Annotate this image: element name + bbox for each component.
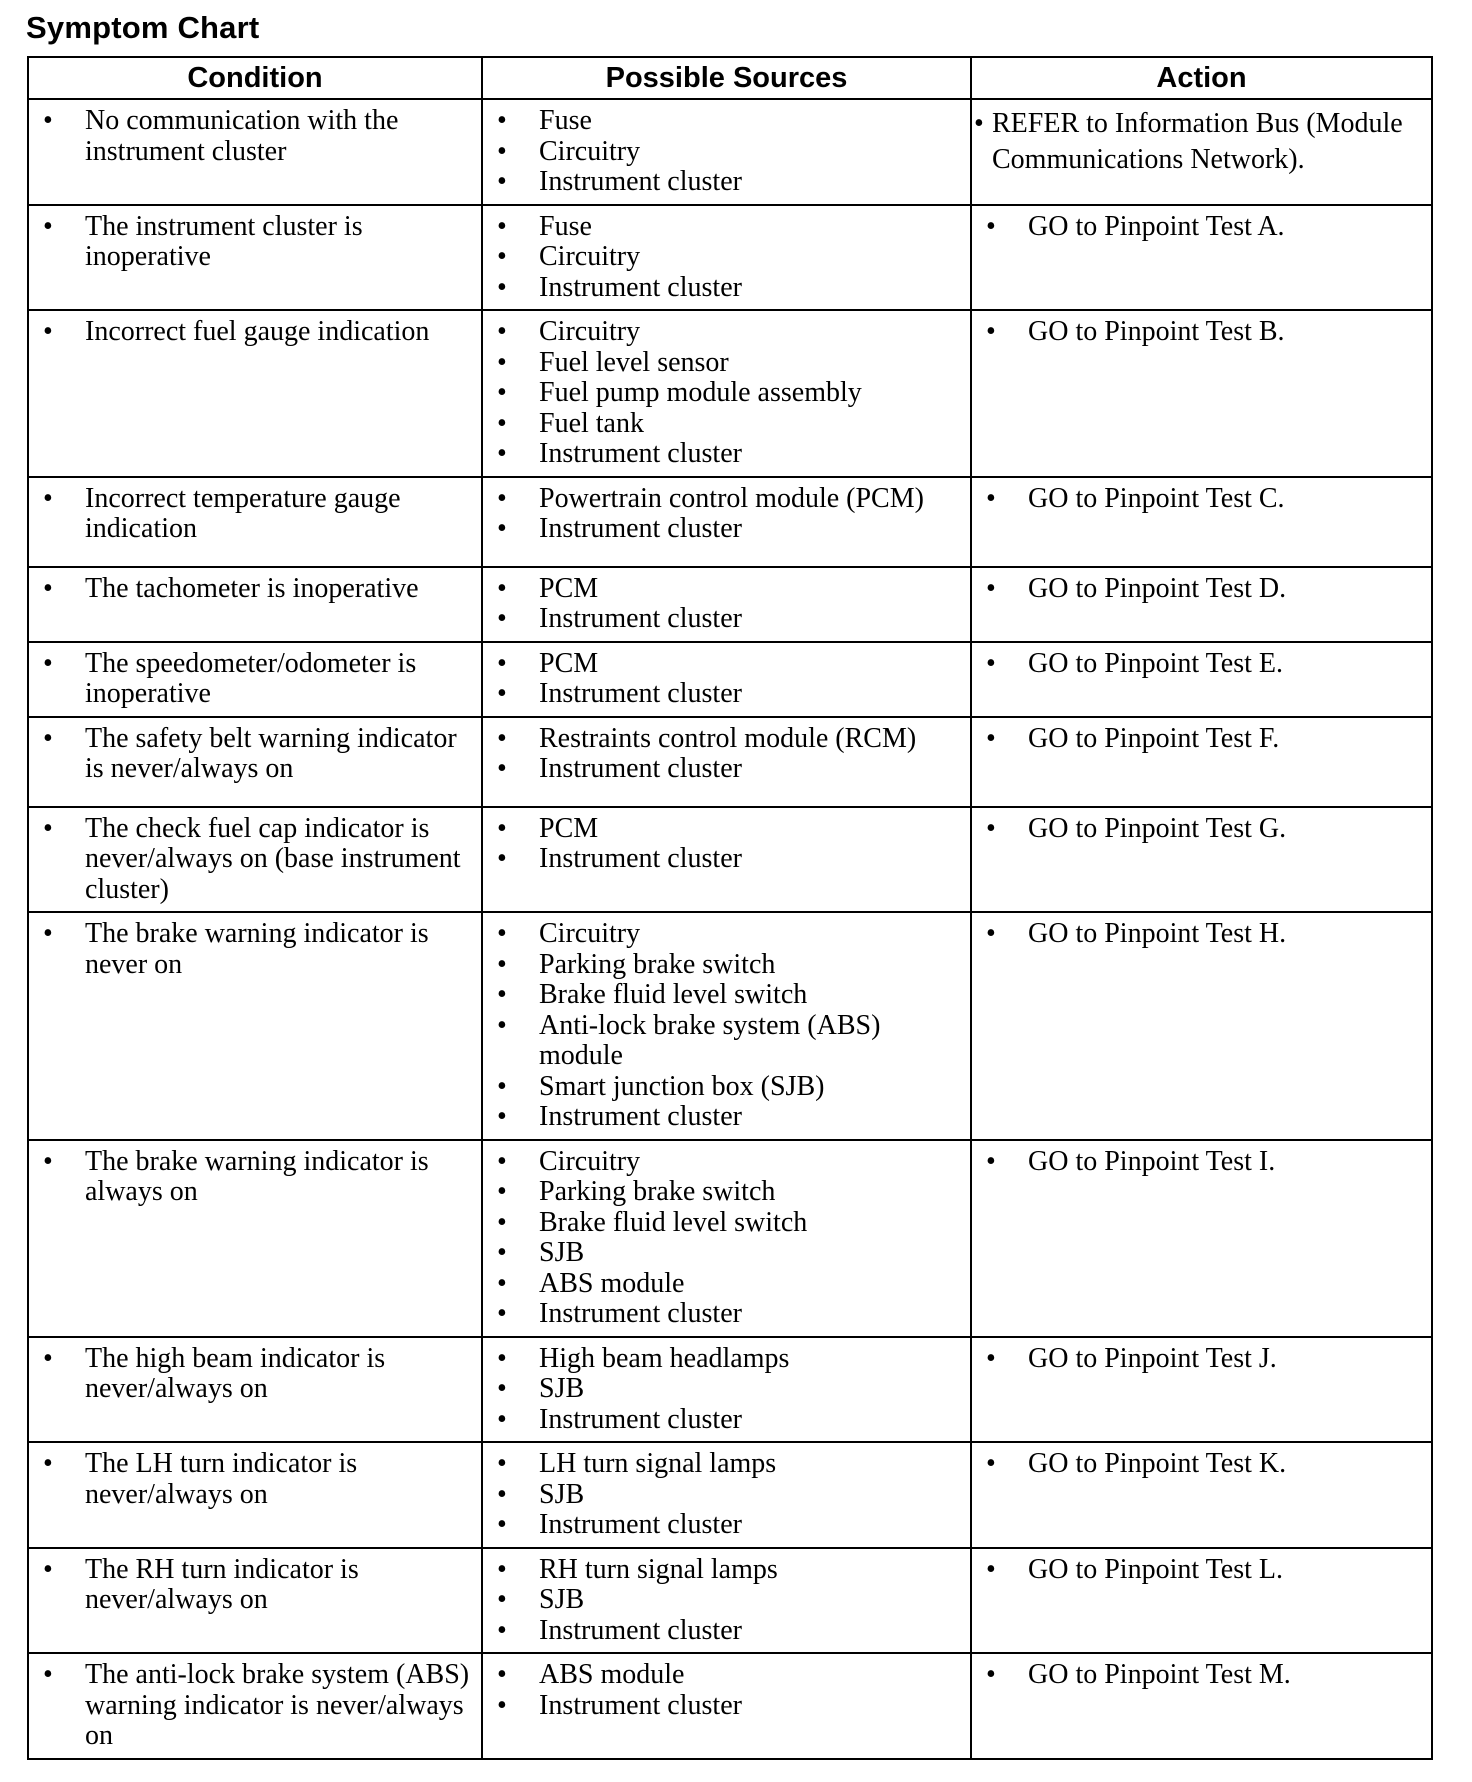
condition-cell — [28, 642, 482, 717]
source-item: • Instrument cluster — [493, 167, 966, 198]
source-item: • Fuel level sensor — [493, 348, 966, 379]
possible-sources-cell — [482, 99, 971, 205]
action-list — [982, 649, 1427, 680]
source-item: • LH turn signal lamps — [493, 1449, 966, 1480]
sources-list — [493, 1344, 966, 1436]
source-item: • Powertrain control module (PCM) — [493, 484, 966, 515]
source-item: • RH turn signal lamps — [493, 1555, 966, 1586]
condition-list — [39, 484, 477, 545]
table-row — [28, 1548, 1432, 1654]
source-item: • High beam headlamps — [493, 1344, 966, 1375]
source-item: • Instrument cluster — [493, 1102, 966, 1133]
action-list — [982, 1555, 1427, 1586]
action-list — [982, 484, 1427, 515]
source-item: • SJB — [493, 1585, 966, 1616]
possible-sources-cell — [482, 1140, 971, 1337]
condition-cell — [28, 1442, 482, 1548]
source-item: • PCM — [493, 814, 966, 845]
action-cell — [971, 807, 1432, 913]
action-cell — [971, 1140, 1432, 1337]
source-item: • Instrument cluster — [493, 1299, 966, 1330]
action-text: • GO to Pinpoint Test K. — [982, 1449, 1427, 1480]
table-row — [28, 642, 1432, 717]
condition-list — [39, 106, 477, 167]
possible-sources-cell — [482, 1548, 971, 1654]
action-cell — [971, 717, 1432, 807]
sources-list — [493, 1660, 966, 1721]
action-text: • GO to Pinpoint Test A. — [982, 212, 1427, 243]
condition-text: • The instrument cluster is inoperative — [39, 212, 477, 273]
action-text: • GO to Pinpoint Test L. — [982, 1555, 1427, 1586]
possible-sources-cell — [482, 477, 971, 567]
table-row — [28, 1653, 1432, 1759]
condition-cell — [28, 1337, 482, 1443]
possible-sources-cell — [482, 567, 971, 642]
action-cell — [971, 1442, 1432, 1548]
action-text: • GO to Pinpoint Test F. — [982, 724, 1427, 755]
action-text: • GO to Pinpoint Test B. — [982, 317, 1427, 348]
source-item: • SJB — [493, 1238, 966, 1269]
condition-list — [39, 919, 477, 980]
action-cell — [971, 205, 1432, 311]
action-text: • GO to Pinpoint Test J. — [982, 1344, 1427, 1375]
action-cell — [971, 912, 1432, 1140]
condition-text: • The check fuel cap indicator is never/always on (base instrument cluster) — [39, 814, 477, 906]
condition-list — [39, 1555, 477, 1616]
action-cell — [971, 642, 1432, 717]
action-cell — [971, 99, 1432, 205]
source-item: • Instrument cluster — [493, 439, 966, 470]
action-cell — [971, 310, 1432, 477]
condition-text: • Incorrect fuel gauge indication — [39, 317, 477, 348]
source-item: • PCM — [493, 574, 966, 605]
source-item: • Instrument cluster — [493, 514, 966, 545]
source-item: • Circuitry — [493, 137, 966, 168]
action-list — [982, 1344, 1427, 1375]
action-list — [982, 1147, 1427, 1178]
table-body — [28, 99, 1432, 1759]
action-text: • GO to Pinpoint Test G. — [982, 814, 1427, 845]
action-cell — [971, 477, 1432, 567]
source-item: • Parking brake switch — [493, 950, 966, 981]
possible-sources-cell — [482, 205, 971, 311]
condition-list — [39, 1449, 477, 1510]
action-list — [982, 1449, 1427, 1480]
condition-text: • The tachometer is inoperative — [39, 574, 477, 605]
source-item: • Circuitry — [493, 1147, 966, 1178]
condition-text: • The brake warning indicator is always on — [39, 1147, 477, 1208]
page-title: Symptom Chart — [26, 10, 260, 45]
source-item: • Instrument cluster — [493, 1510, 966, 1541]
table-row — [28, 807, 1432, 913]
table-row — [28, 1140, 1432, 1337]
action-text: • GO to Pinpoint Test C. — [982, 484, 1427, 515]
source-item: • Parking brake switch — [493, 1177, 966, 1208]
table-row — [28, 477, 1432, 567]
action-list — [982, 212, 1427, 243]
action-list — [982, 724, 1427, 755]
possible-sources-cell — [482, 717, 971, 807]
table-row — [28, 310, 1432, 477]
symptom-chart-table — [27, 56, 1433, 1760]
condition-list — [39, 724, 477, 785]
condition-cell — [28, 807, 482, 913]
action-text: • REFER to Information Bus (Module Communications Network). — [974, 106, 1427, 178]
table-row — [28, 567, 1432, 642]
source-item: • Instrument cluster — [493, 1616, 966, 1647]
condition-list — [39, 1660, 477, 1752]
source-item: • Instrument cluster — [493, 754, 966, 785]
source-item: • SJB — [493, 1480, 966, 1511]
condition-text: • The brake warning indicator is never on — [39, 919, 477, 980]
source-item: • Restraints control module (RCM) — [493, 724, 966, 755]
condition-list — [39, 317, 477, 348]
sources-list — [493, 317, 966, 470]
action-list — [982, 1660, 1427, 1691]
action-header: Action — [971, 57, 1432, 99]
condition-text: • The RH turn indicator is never/always on — [39, 1555, 477, 1616]
source-item: • Instrument cluster — [493, 679, 966, 710]
sources-list — [493, 484, 966, 545]
condition-list — [39, 212, 477, 273]
table-row — [28, 205, 1432, 311]
source-item: • SJB — [493, 1374, 966, 1405]
source-item: • ABS module — [493, 1269, 966, 1300]
source-item: • Fuel pump module assembly — [493, 378, 966, 409]
action-text: • GO to Pinpoint Test E. — [982, 649, 1427, 680]
sources-list — [493, 1555, 966, 1647]
condition-cell — [28, 310, 482, 477]
condition-cell — [28, 1653, 482, 1759]
action-cell — [971, 567, 1432, 642]
possible-sources-cell — [482, 310, 971, 477]
sources-list — [493, 724, 966, 785]
action-cell — [971, 1653, 1432, 1759]
table-row — [28, 912, 1432, 1140]
source-item: • Circuitry — [493, 317, 966, 348]
sources-list — [493, 212, 966, 304]
condition-text: • The LH turn indicator is never/always on — [39, 1449, 477, 1510]
source-item: • Fuel tank — [493, 409, 966, 440]
condition-cell — [28, 912, 482, 1140]
source-item: • Brake fluid level switch — [493, 1208, 966, 1239]
header-row — [28, 57, 1432, 99]
source-item: • Brake fluid level switch — [493, 980, 966, 1011]
source-item: • Instrument cluster — [493, 604, 966, 635]
condition-list — [39, 574, 477, 605]
condition-header: Condition — [28, 57, 482, 99]
action-text: • GO to Pinpoint Test H. — [982, 919, 1427, 950]
source-item: • Instrument cluster — [493, 844, 966, 875]
source-item: • Smart junction box (SJB) — [493, 1072, 966, 1103]
sources-list — [493, 649, 966, 710]
condition-cell — [28, 477, 482, 567]
source-item: • Fuse — [493, 106, 966, 137]
possible-sources-header: Possible Sources — [482, 57, 971, 99]
table-row — [28, 1337, 1432, 1443]
sources-list — [493, 919, 966, 1133]
possible-sources-cell — [482, 1337, 971, 1443]
source-item: • Fuse — [493, 212, 966, 243]
action-text: • GO to Pinpoint Test D. — [982, 574, 1427, 605]
condition-text: • No communication with the instrument cluster — [39, 106, 477, 167]
action-list — [982, 919, 1427, 950]
sources-list — [493, 1147, 966, 1330]
action-text: • GO to Pinpoint Test I. — [982, 1147, 1427, 1178]
action-list — [982, 574, 1427, 605]
table-row — [28, 99, 1432, 205]
sources-list — [493, 106, 966, 198]
source-item: • Instrument cluster — [493, 1405, 966, 1436]
table-row — [28, 717, 1432, 807]
source-item: • Instrument cluster — [493, 273, 966, 304]
source-item: • PCM — [493, 649, 966, 680]
action-cell — [971, 1548, 1432, 1654]
condition-list — [39, 814, 477, 906]
action-text: • GO to Pinpoint Test M. — [982, 1660, 1427, 1691]
condition-list — [39, 649, 477, 710]
condition-cell — [28, 1548, 482, 1654]
condition-cell — [28, 567, 482, 642]
possible-sources-cell — [482, 1653, 971, 1759]
condition-list — [39, 1344, 477, 1405]
sources-list — [493, 814, 966, 875]
condition-cell — [28, 1140, 482, 1337]
action-list — [982, 814, 1427, 845]
possible-sources-cell — [482, 912, 971, 1140]
possible-sources-cell — [482, 1442, 971, 1548]
condition-text: • The high beam indicator is never/always on — [39, 1344, 477, 1405]
condition-text: • The safety belt warning indicator is never/always on — [39, 724, 477, 785]
condition-list — [39, 1147, 477, 1208]
source-item: • ABS module — [493, 1660, 966, 1691]
condition-text: • The anti-lock brake system (ABS) warning indicator is never/always on — [39, 1660, 477, 1752]
source-item: • Circuitry — [493, 919, 966, 950]
possible-sources-cell — [482, 807, 971, 913]
source-item: • Instrument cluster — [493, 1691, 966, 1722]
condition-cell — [28, 717, 482, 807]
condition-cell — [28, 205, 482, 311]
action-cell — [971, 1337, 1432, 1443]
possible-sources-cell — [482, 642, 971, 717]
condition-cell — [28, 99, 482, 205]
action-list — [982, 317, 1427, 348]
sources-list — [493, 1449, 966, 1541]
condition-text: • The speedometer/odometer is inoperative — [39, 649, 477, 710]
sources-list — [493, 574, 966, 635]
condition-text: • Incorrect temperature gauge indication — [39, 484, 477, 545]
table-row — [28, 1442, 1432, 1548]
source-item: • Circuitry — [493, 242, 966, 273]
source-item: • Anti-lock brake system (ABS) module — [493, 1011, 966, 1072]
